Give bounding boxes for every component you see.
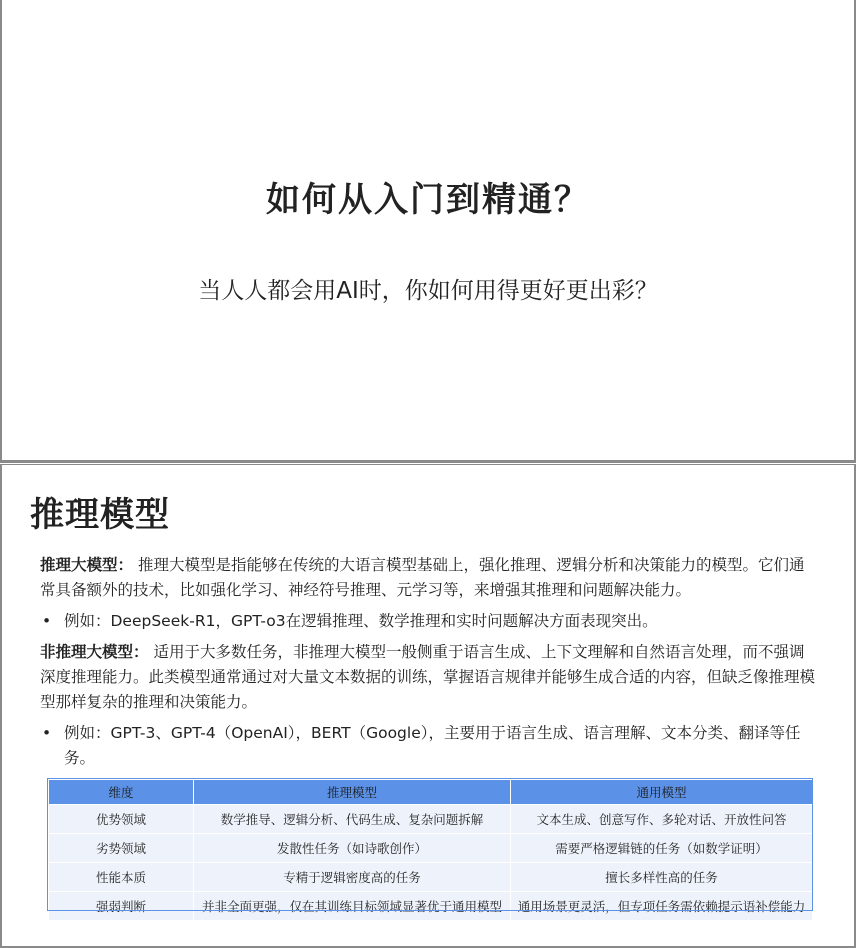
reasoning-example-text: 例如：DeepSeek-R1，GPT-o3在逻辑推理、数学推理和实时问题解决方面表现突出。 <box>64 612 658 630</box>
nonreasoning-label: 非推理大模型： <box>40 643 149 661</box>
nonreasoning-text: 适用于大多数任务，非推理大模型一般侧重于语言生成、上下文理解和自然语言处理，而不强调深度推理能力。此类模型通常通过对大量文本数据的训练，掌握语言规律并能够生成合适的内容，但缺乏像推理模型那样复杂的推理和决策能力。 <box>40 643 816 711</box>
table-cell: 发散性任务（如诗歌创作） <box>194 834 511 863</box>
slide-title-heading: 如何从入门到精通？ <box>266 180 590 220</box>
bullet-icon: • <box>42 612 52 630</box>
table-row <box>49 892 813 921</box>
table-cell: 通用场景更灵活，但专项任务需依赖提示语补偿能力 <box>511 892 813 921</box>
reasoning-example-bullet <box>40 609 818 634</box>
table-row <box>49 805 813 834</box>
table-cell: 文本生成、创意写作、多轮对话、开放性问答 <box>511 805 813 834</box>
reasoning-text: 推理大模型是指能够在传统的大语言模型基础上，强化推理、逻辑分析和决策能力的模型。它们通常具备额外的技术，比如强化学习、神经符号推理、元学习等，来增强其推理和问题解决能力。 <box>40 556 805 599</box>
nonreasoning-example-text: 例如：GPT-3、GPT-4（OpenAI），BERT（Google），主要用于语言生成、语言理解、文本分类、翻译等任务。 <box>64 724 801 767</box>
table-header-cell: 通用模型 <box>511 780 813 805</box>
table-cell: 劣势领域 <box>49 834 194 863</box>
nonreasoning-example-bullet <box>40 721 818 771</box>
reasoning-label: 推理大模型： <box>40 556 134 574</box>
table-header-row <box>49 780 813 805</box>
slide-heading: 推理模型 <box>30 495 170 535</box>
reasoning-paragraph <box>40 553 818 603</box>
table-header-cell: 推理模型 <box>194 780 511 805</box>
table-cell: 优势领域 <box>49 805 194 834</box>
bullet-icon: • <box>42 724 52 742</box>
slide-title <box>0 0 856 463</box>
slide-reasoning-models <box>0 464 856 948</box>
table-cell: 专精于逻辑密度高的任务 <box>194 863 511 892</box>
table-cell: 性能本质 <box>49 863 194 892</box>
table-header-cell: 维度 <box>49 780 194 805</box>
comparison-table <box>48 779 813 921</box>
table-cell: 数学推导、逻辑分析、代码生成、复杂问题拆解 <box>194 805 511 834</box>
table-cell: 擅长多样性高的任务 <box>511 863 813 892</box>
slide-body <box>40 553 818 777</box>
table-cell: 并非全面更强，仅在其训练目标领域显著优于通用模型 <box>194 892 511 921</box>
nonreasoning-paragraph <box>40 640 818 715</box>
table-row <box>49 863 813 892</box>
slide-title-subtitle: 当人人都会用AI时，你如何用得更好更出彩？ <box>198 278 658 304</box>
table-row <box>49 834 813 863</box>
table-cell: 强弱判断 <box>49 892 194 921</box>
table-cell: 需要严格逻辑链的任务（如数学证明） <box>511 834 813 863</box>
